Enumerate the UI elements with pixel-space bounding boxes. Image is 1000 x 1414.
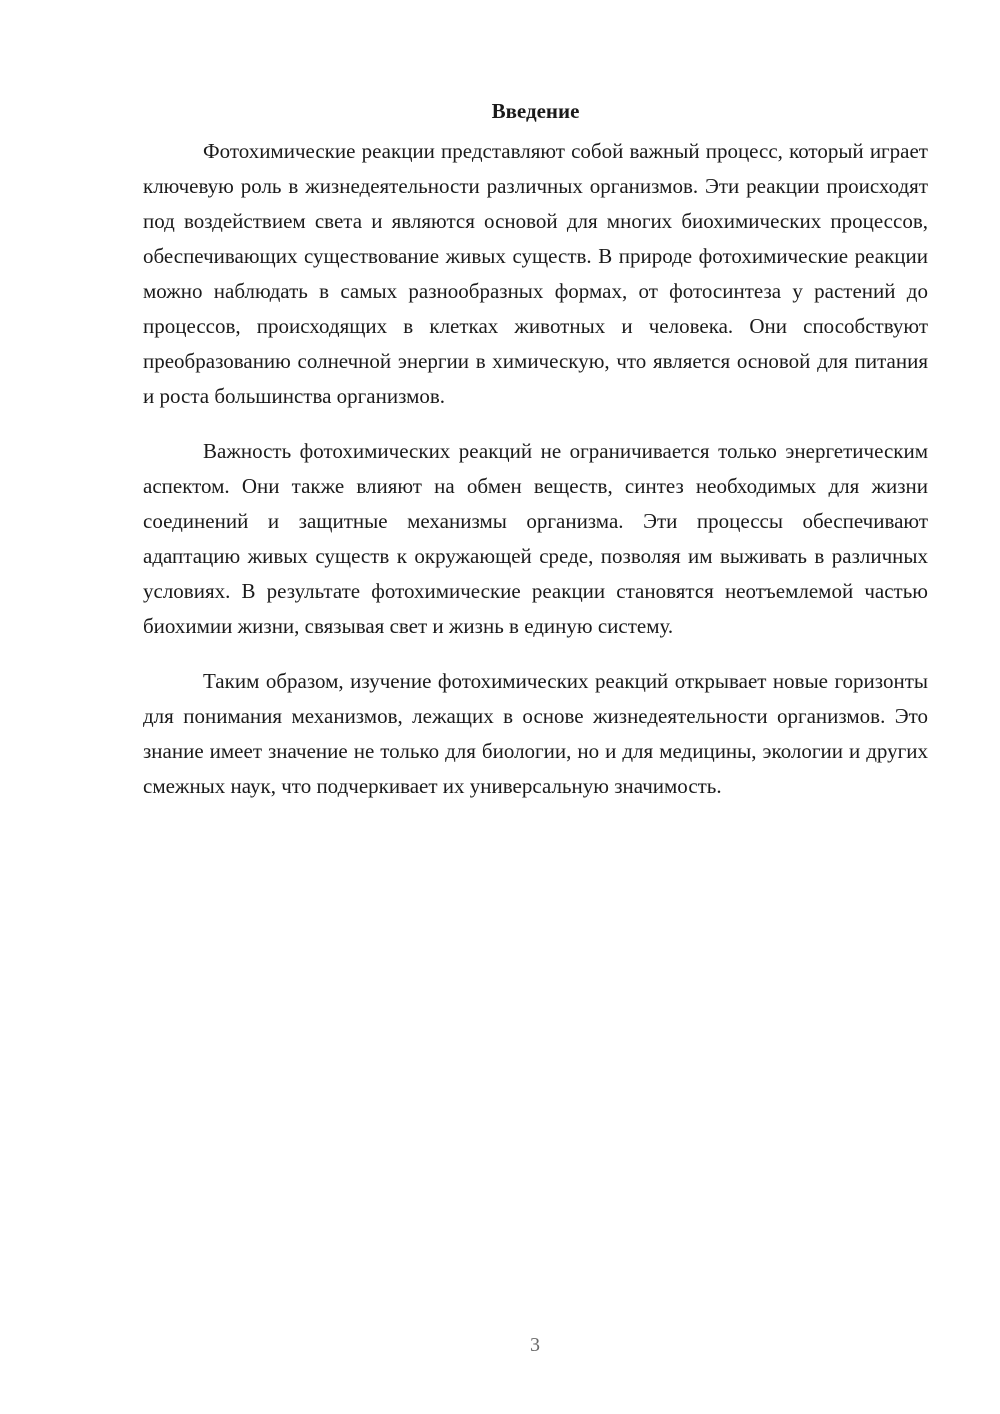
paragraph-2: Важность фотохимических реакций не ограничивается только энергетическим аспектом. Они также влияют на обмен веществ, синтез необходимых для жизни соединений и защитные механизмы организма. Эти процессы обеспечивают адаптацию живых существ к окружающей среде, позволяя им выживать в различных условиях. В результате фотохимические реакции становятся неотъемлемой частью биохимии жизни, связывая свет и жизнь в единую систему. — [143, 439, 928, 638]
paragraph-3: Таким образом, изучение фотохимических реакций открывает новые горизонты для понимания механизмов, лежащих в основе жизнедеятельности организмов. Это знание имеет значение не только для биологии, но и для медицины, экологии и других смежных наук, что подчеркивает их универсальную значимость. — [143, 669, 928, 798]
page-number: 3 — [530, 1334, 540, 1356]
section-title: Введение — [491, 99, 580, 123]
page-content — [143, 96, 928, 824]
paragraph-1: Фотохимические реакции представляют собой важный процесс, который играет ключевую роль в жизнедеятельности различных организмов. Эти реакции происходят под воздействием света и являются основой для многих биохимических процессов, обеспечивающих существование живых существ. В природе фотохимические реакции можно наблюдать в самых разнообразных формах, от фотосинтеза у растений до процессов, происходящих в клетках животных и человека. Они способствуют преобразованию солнечной энергии в химическую, что является основой для питания и роста большинства организмов. — [143, 139, 928, 408]
